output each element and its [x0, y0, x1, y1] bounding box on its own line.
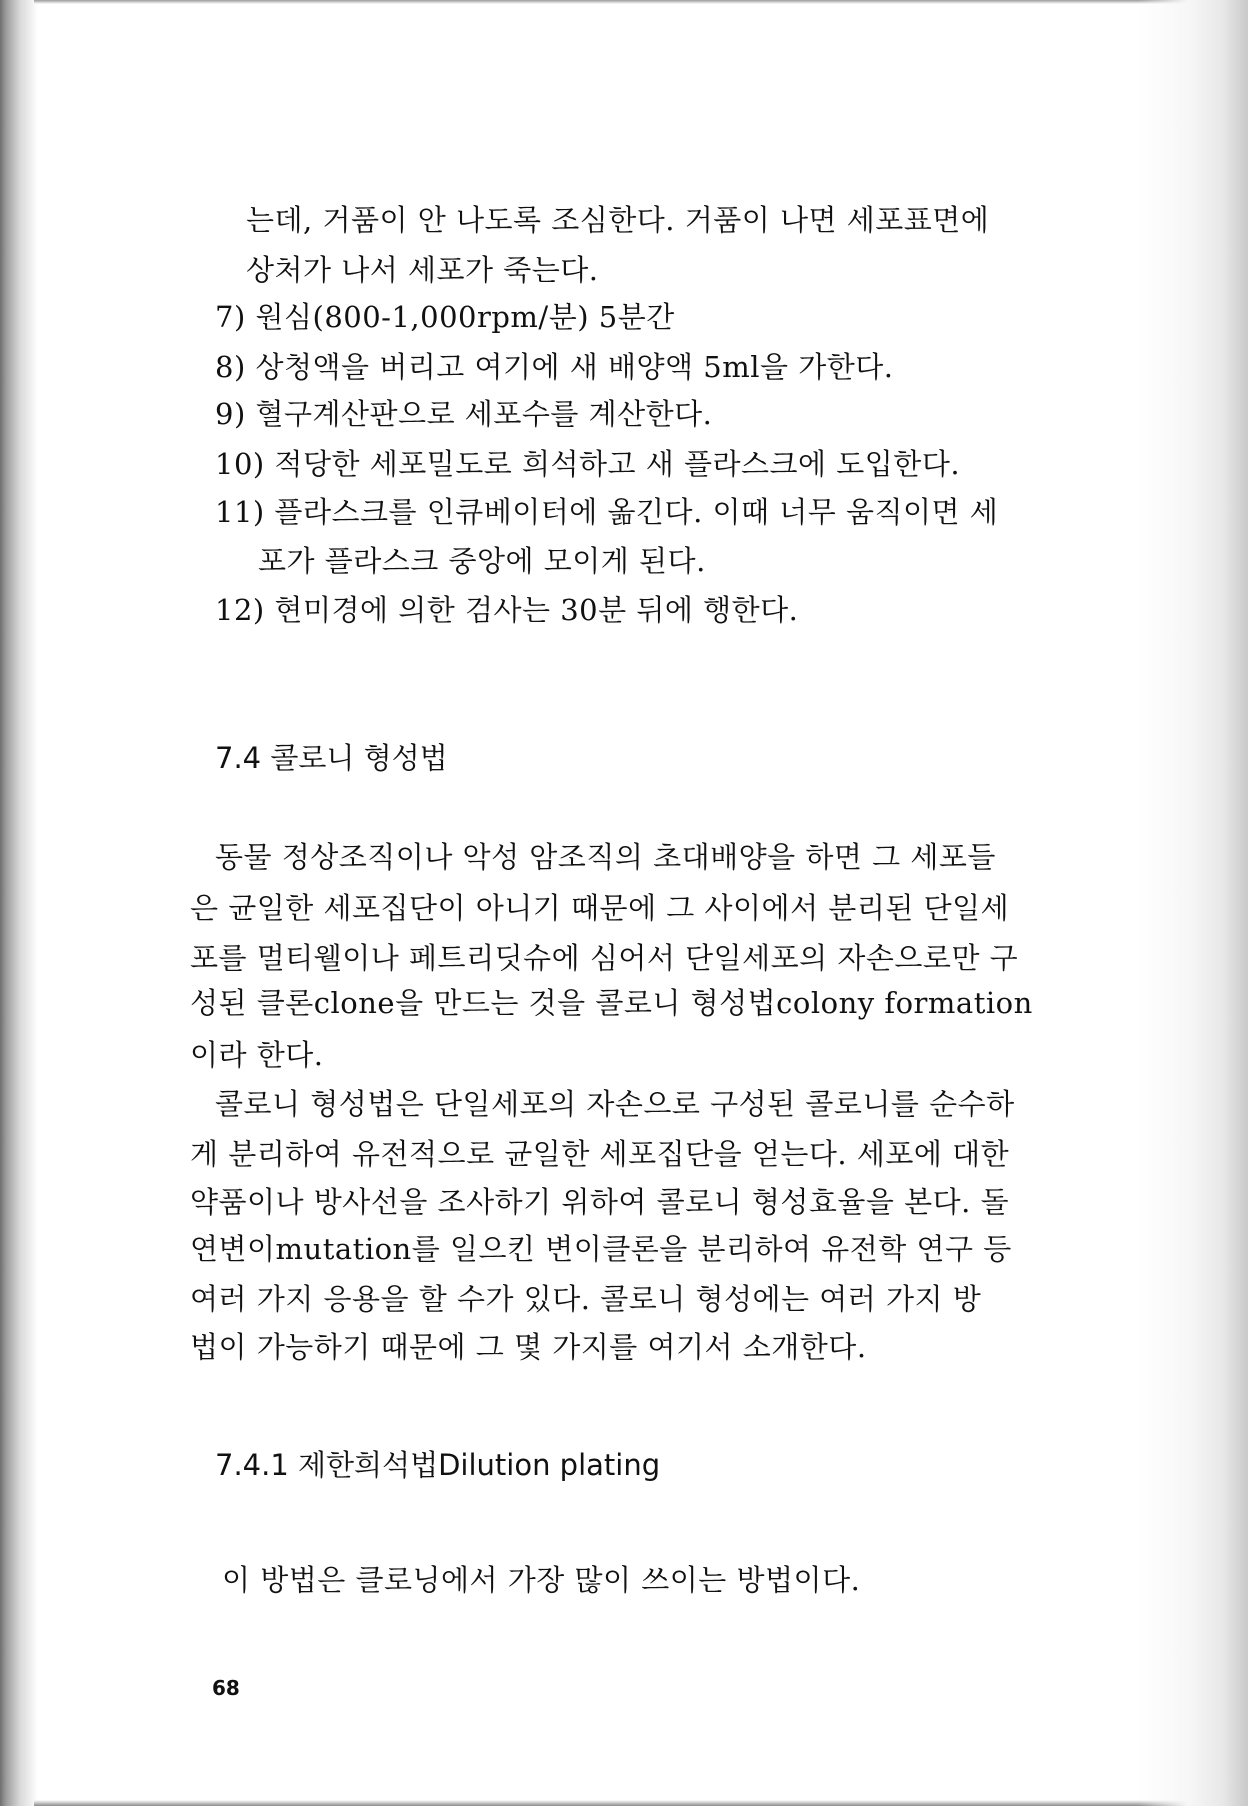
paragraph-line: 콜로니 형성법은 단일세포의 자손으로 구성된 콜로니를 순수하: [215, 1087, 1015, 1121]
paragraph-line: 약품이나 방사선을 조사하기 위하여 콜로니 형성효율을 본다. 돌: [190, 1185, 1010, 1219]
paragraph-line: 포를 멀티웰이나 페트리딧슈에 심어서 단일세포의 자손으로만 구: [190, 941, 1019, 975]
page-top-edge: [34, 0, 1248, 4]
text-line: 는데, 거품이 안 나도록 조심한다. 거품이 나면 세포표면에: [246, 203, 990, 237]
paragraph-line: 성된 클론clone을 만드는 것을 콜로니 형성법colony formation: [190, 986, 1033, 1020]
paragraph-line: 동물 정상조직이나 악성 암조직의 초대배양을 하면 그 세포들: [215, 840, 996, 874]
text-line: 포가 플라스크 중앙에 모이게 된다.: [258, 544, 706, 578]
section-heading: 7.4 콜로니 형성법: [215, 741, 448, 775]
list-item: 7) 원심(800-1,000rpm/분) 5분간: [215, 300, 675, 334]
paragraph-line: 게 분리하여 유전적으로 균일한 세포집단을 얻는다. 세포에 대한: [190, 1137, 1010, 1171]
list-item: 8) 상청액을 버리고 여기에 새 배양액 5ml을 가한다.: [215, 350, 894, 384]
list-item: 11) 플라스크를 인큐베이터에 옮긴다. 이때 너무 움직이면 세: [215, 495, 999, 529]
subsection-heading: 7.4.1 제한희석법Dilution plating: [215, 1448, 661, 1482]
list-item: 9) 혈구계산판으로 세포수를 계산한다.: [215, 397, 713, 431]
text-line: 상처가 나서 세포가 죽는다.: [246, 253, 599, 287]
paragraph-line: 법이 가능하기 때문에 그 몇 가지를 여기서 소개한다.: [190, 1330, 867, 1364]
subsection-text: 이 방법은 클로닝에서 가장 많이 쓰이는 방법이다.: [222, 1563, 861, 1597]
list-item: 10) 적당한 세포밀도로 희석하고 새 플라스크에 도입한다.: [215, 447, 961, 481]
paragraph-line: 이라 한다.: [190, 1038, 324, 1072]
page-number: 68: [212, 1676, 240, 1700]
paragraph-line: 은 균일한 세포집단이 아니기 때문에 그 사이에서 분리된 단일세: [190, 891, 1010, 925]
paragraph-line: 여러 가지 응용을 할 수가 있다. 콜로니 형성에는 여러 가지 방: [190, 1282, 982, 1316]
list-item: 12) 현미경에 의한 검사는 30분 뒤에 행한다.: [215, 593, 799, 627]
page-bottom-edge: [34, 1800, 1248, 1806]
paragraph-line: 연변이mutation를 일으킨 변이클론을 분리하여 유전학 연구 등: [190, 1232, 1012, 1266]
